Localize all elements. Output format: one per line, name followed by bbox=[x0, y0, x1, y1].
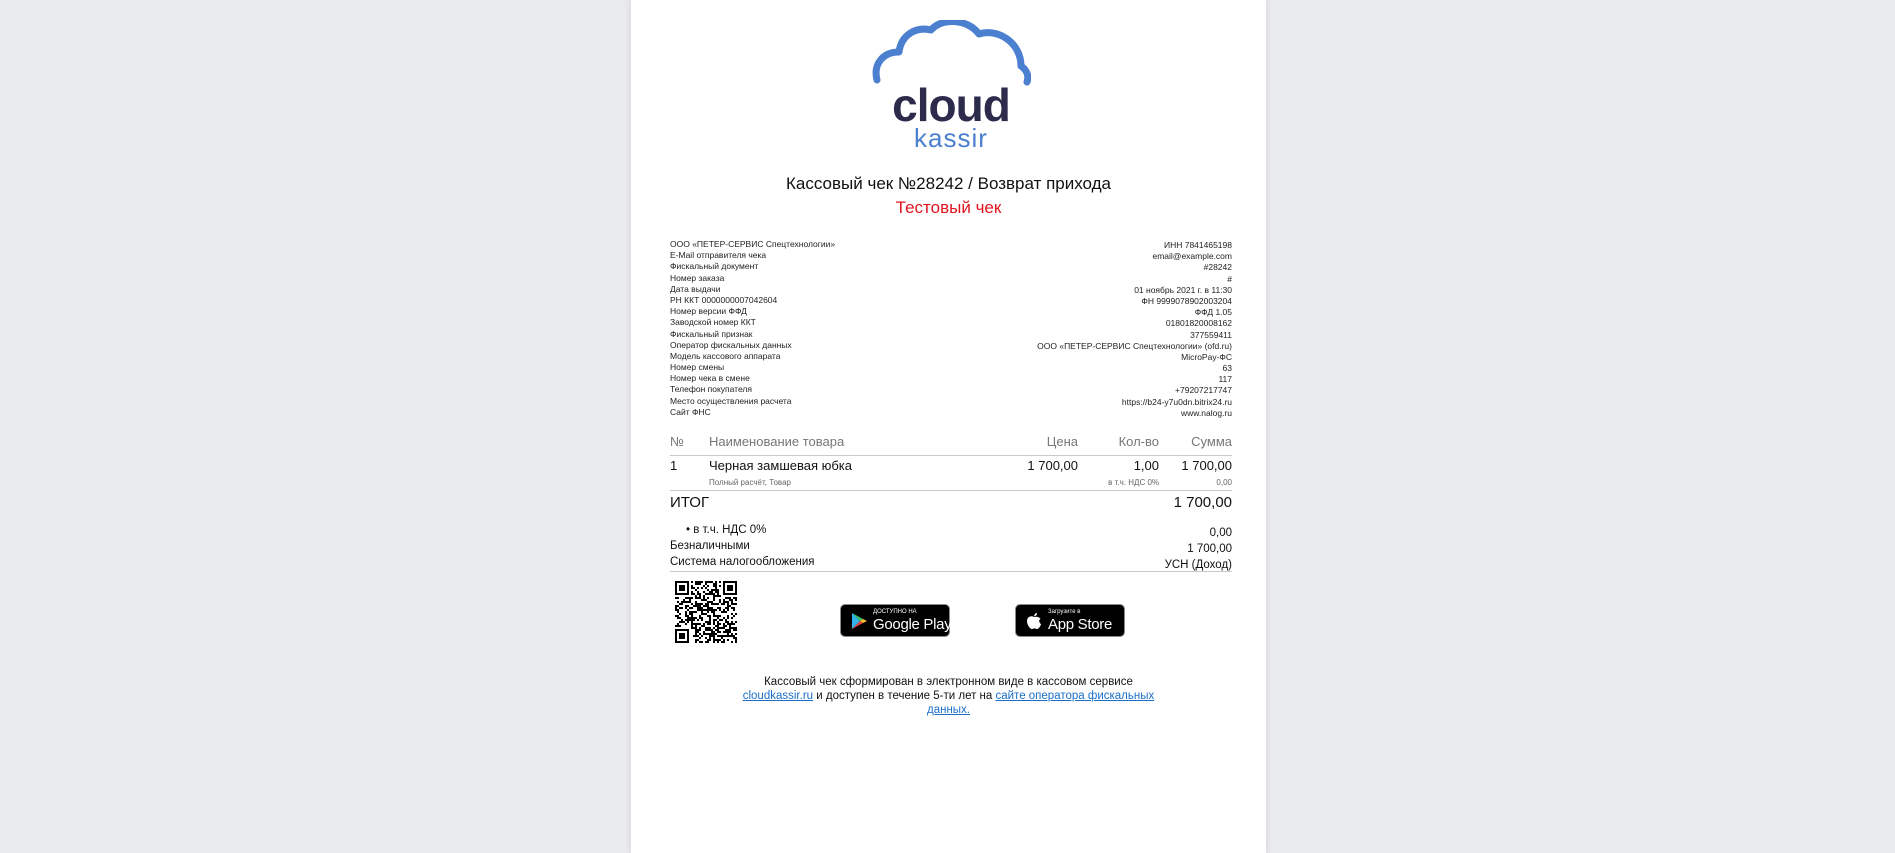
info-label: Модель кассового аппарата bbox=[670, 350, 781, 361]
vat-value: 0,00 bbox=[1209, 527, 1232, 539]
total-row bbox=[670, 492, 1232, 514]
footer-links-line bbox=[731, 689, 1166, 717]
info-row bbox=[670, 373, 1232, 384]
info-value: ООО «ПЕТЕР-СЕРВИС Спецтехнологии» (ofd.ru) bbox=[1037, 340, 1232, 351]
info-value: MicroPay-ФС bbox=[1181, 351, 1232, 362]
info-value: https://b24-y7u0dn.bitrix24.ru bbox=[1121, 396, 1232, 407]
header-name: Наименование товара bbox=[709, 434, 845, 449]
cashless-value: 1 700,00 bbox=[1187, 543, 1232, 555]
info-row bbox=[670, 261, 1232, 272]
info-value: 01801820008162 bbox=[1165, 318, 1232, 329]
cloudkassir-link[interactable]: cloudkassir.ru bbox=[742, 690, 814, 702]
info-row bbox=[670, 250, 1232, 261]
info-label: Телефон покупателя bbox=[670, 384, 752, 395]
info-value: www.nalog.ru bbox=[1180, 407, 1232, 418]
info-row bbox=[670, 239, 1232, 250]
footer-note bbox=[731, 675, 1166, 717]
receipt-title: Кассовый чек №28242 / Возврат прихода bbox=[785, 174, 1112, 193]
item-payment-type: Полный расчёт, Товар bbox=[709, 478, 791, 487]
google-play-small-label: ДОСТУПНО НА bbox=[873, 609, 917, 615]
item-qty: 1,00 bbox=[1133, 458, 1159, 473]
info-value: 01 ноябрь 2021 г. в 11:30 bbox=[1134, 284, 1232, 295]
tax-system-row bbox=[670, 556, 1232, 572]
item-name: Черная замшевая юбка bbox=[709, 458, 853, 473]
app-store-label: App Store bbox=[1048, 616, 1113, 633]
info-label: Дата выдачи bbox=[670, 283, 721, 294]
info-row bbox=[670, 317, 1232, 328]
item-vat-sum: 0,00 bbox=[1216, 478, 1232, 487]
item-num: 1 bbox=[670, 458, 678, 473]
info-value: 117 bbox=[1218, 374, 1232, 385]
info-row bbox=[670, 295, 1232, 306]
info-value: email@example.com bbox=[1152, 251, 1232, 262]
logo-word-kassir: kassir bbox=[914, 123, 988, 153]
info-value: ФФД 1.05 bbox=[1194, 307, 1232, 318]
info-row bbox=[670, 351, 1232, 362]
items-table-header bbox=[670, 434, 1232, 456]
info-label: Номер версии ФФД bbox=[670, 306, 747, 317]
app-store-button[interactable] bbox=[1015, 604, 1125, 637]
info-value: +79207217747 bbox=[1175, 385, 1232, 396]
logo-word-cloud: cloud bbox=[892, 79, 1010, 131]
total-value: 1 700,00 bbox=[1173, 494, 1232, 511]
info-value: 63 bbox=[1222, 363, 1232, 374]
header-price: Цена bbox=[1046, 434, 1078, 449]
info-label: Фискальный признак bbox=[670, 328, 753, 339]
total-label: ИТОГ bbox=[670, 494, 710, 511]
info-row bbox=[670, 362, 1232, 373]
cashless-label: Безналичными bbox=[670, 540, 750, 552]
info-label: E-Mail отправителя чека bbox=[670, 250, 767, 261]
info-label: Сайт ФНС bbox=[670, 406, 711, 417]
google-play-button[interactable] bbox=[840, 604, 950, 637]
item-price: 1 700,00 bbox=[1027, 458, 1078, 473]
header-qty: Кол-во bbox=[1118, 434, 1159, 449]
ofd-operator-link[interactable]: сайте оператора фискальных данных. bbox=[926, 690, 1155, 716]
info-label: Заводской номер ККТ bbox=[670, 317, 756, 328]
test-receipt-label: Тестовый чек bbox=[895, 198, 1002, 217]
info-value: ИНН 7841465198 bbox=[1163, 240, 1232, 250]
receipt-info bbox=[670, 239, 1232, 418]
app-store-small-label: Загрузите в bbox=[1048, 609, 1081, 615]
info-value: 377559411 bbox=[1190, 329, 1232, 340]
vat-label: • в т.ч. НДС 0% bbox=[686, 524, 767, 536]
table-row-details bbox=[670, 478, 1232, 491]
apple-icon bbox=[1024, 611, 1044, 631]
info-row bbox=[670, 329, 1232, 340]
info-label: Место осуществления расчета bbox=[670, 395, 792, 406]
info-label: Оператор фискальных данных bbox=[670, 339, 792, 350]
info-row bbox=[670, 396, 1232, 407]
info-row bbox=[670, 284, 1232, 295]
item-vat-label: в т.ч. НДС 0% bbox=[1108, 478, 1159, 487]
item-sum: 1 700,00 bbox=[1181, 458, 1232, 473]
info-value: # bbox=[1227, 273, 1232, 284]
qr-code bbox=[675, 581, 737, 643]
tax-system-label: Система налогообложения bbox=[670, 556, 815, 568]
info-row bbox=[670, 273, 1232, 284]
info-row bbox=[670, 384, 1232, 395]
info-row bbox=[670, 306, 1232, 317]
info-label: ООО «ПЕТЕР-СЕРВИС Спецтехнологии» bbox=[670, 239, 836, 249]
info-label: Номер чека в смене bbox=[670, 373, 750, 384]
cashless-row bbox=[670, 540, 1232, 556]
info-label: РН ККТ 0000000007042604 bbox=[670, 294, 778, 305]
info-label: Номер смены bbox=[670, 362, 725, 373]
footer-line: Кассовый чек сформирован в электронном виде в кассовом сервисе bbox=[764, 676, 1133, 688]
header-num: № bbox=[670, 434, 684, 449]
footer-middle-text: и доступен в течение 5-ти лет на bbox=[813, 690, 996, 702]
vat-row bbox=[670, 524, 1232, 540]
header-sum: Сумма bbox=[1191, 434, 1232, 449]
table-row bbox=[670, 458, 1232, 478]
info-value: #28242 bbox=[1203, 262, 1232, 273]
google-play-label: Google Play bbox=[873, 616, 952, 633]
info-row bbox=[670, 407, 1232, 418]
receipt-paper bbox=[631, 0, 1266, 853]
tax-system-value: УСН (Доход) bbox=[1164, 559, 1232, 571]
google-play-icon bbox=[849, 611, 869, 631]
info-row bbox=[670, 340, 1232, 351]
info-label: Номер заказа bbox=[670, 272, 725, 283]
cloudkassir-logo bbox=[871, 20, 1031, 153]
info-value: ФН 9999078902003204 bbox=[1141, 295, 1232, 306]
info-label: Фискальный документ bbox=[670, 261, 759, 272]
